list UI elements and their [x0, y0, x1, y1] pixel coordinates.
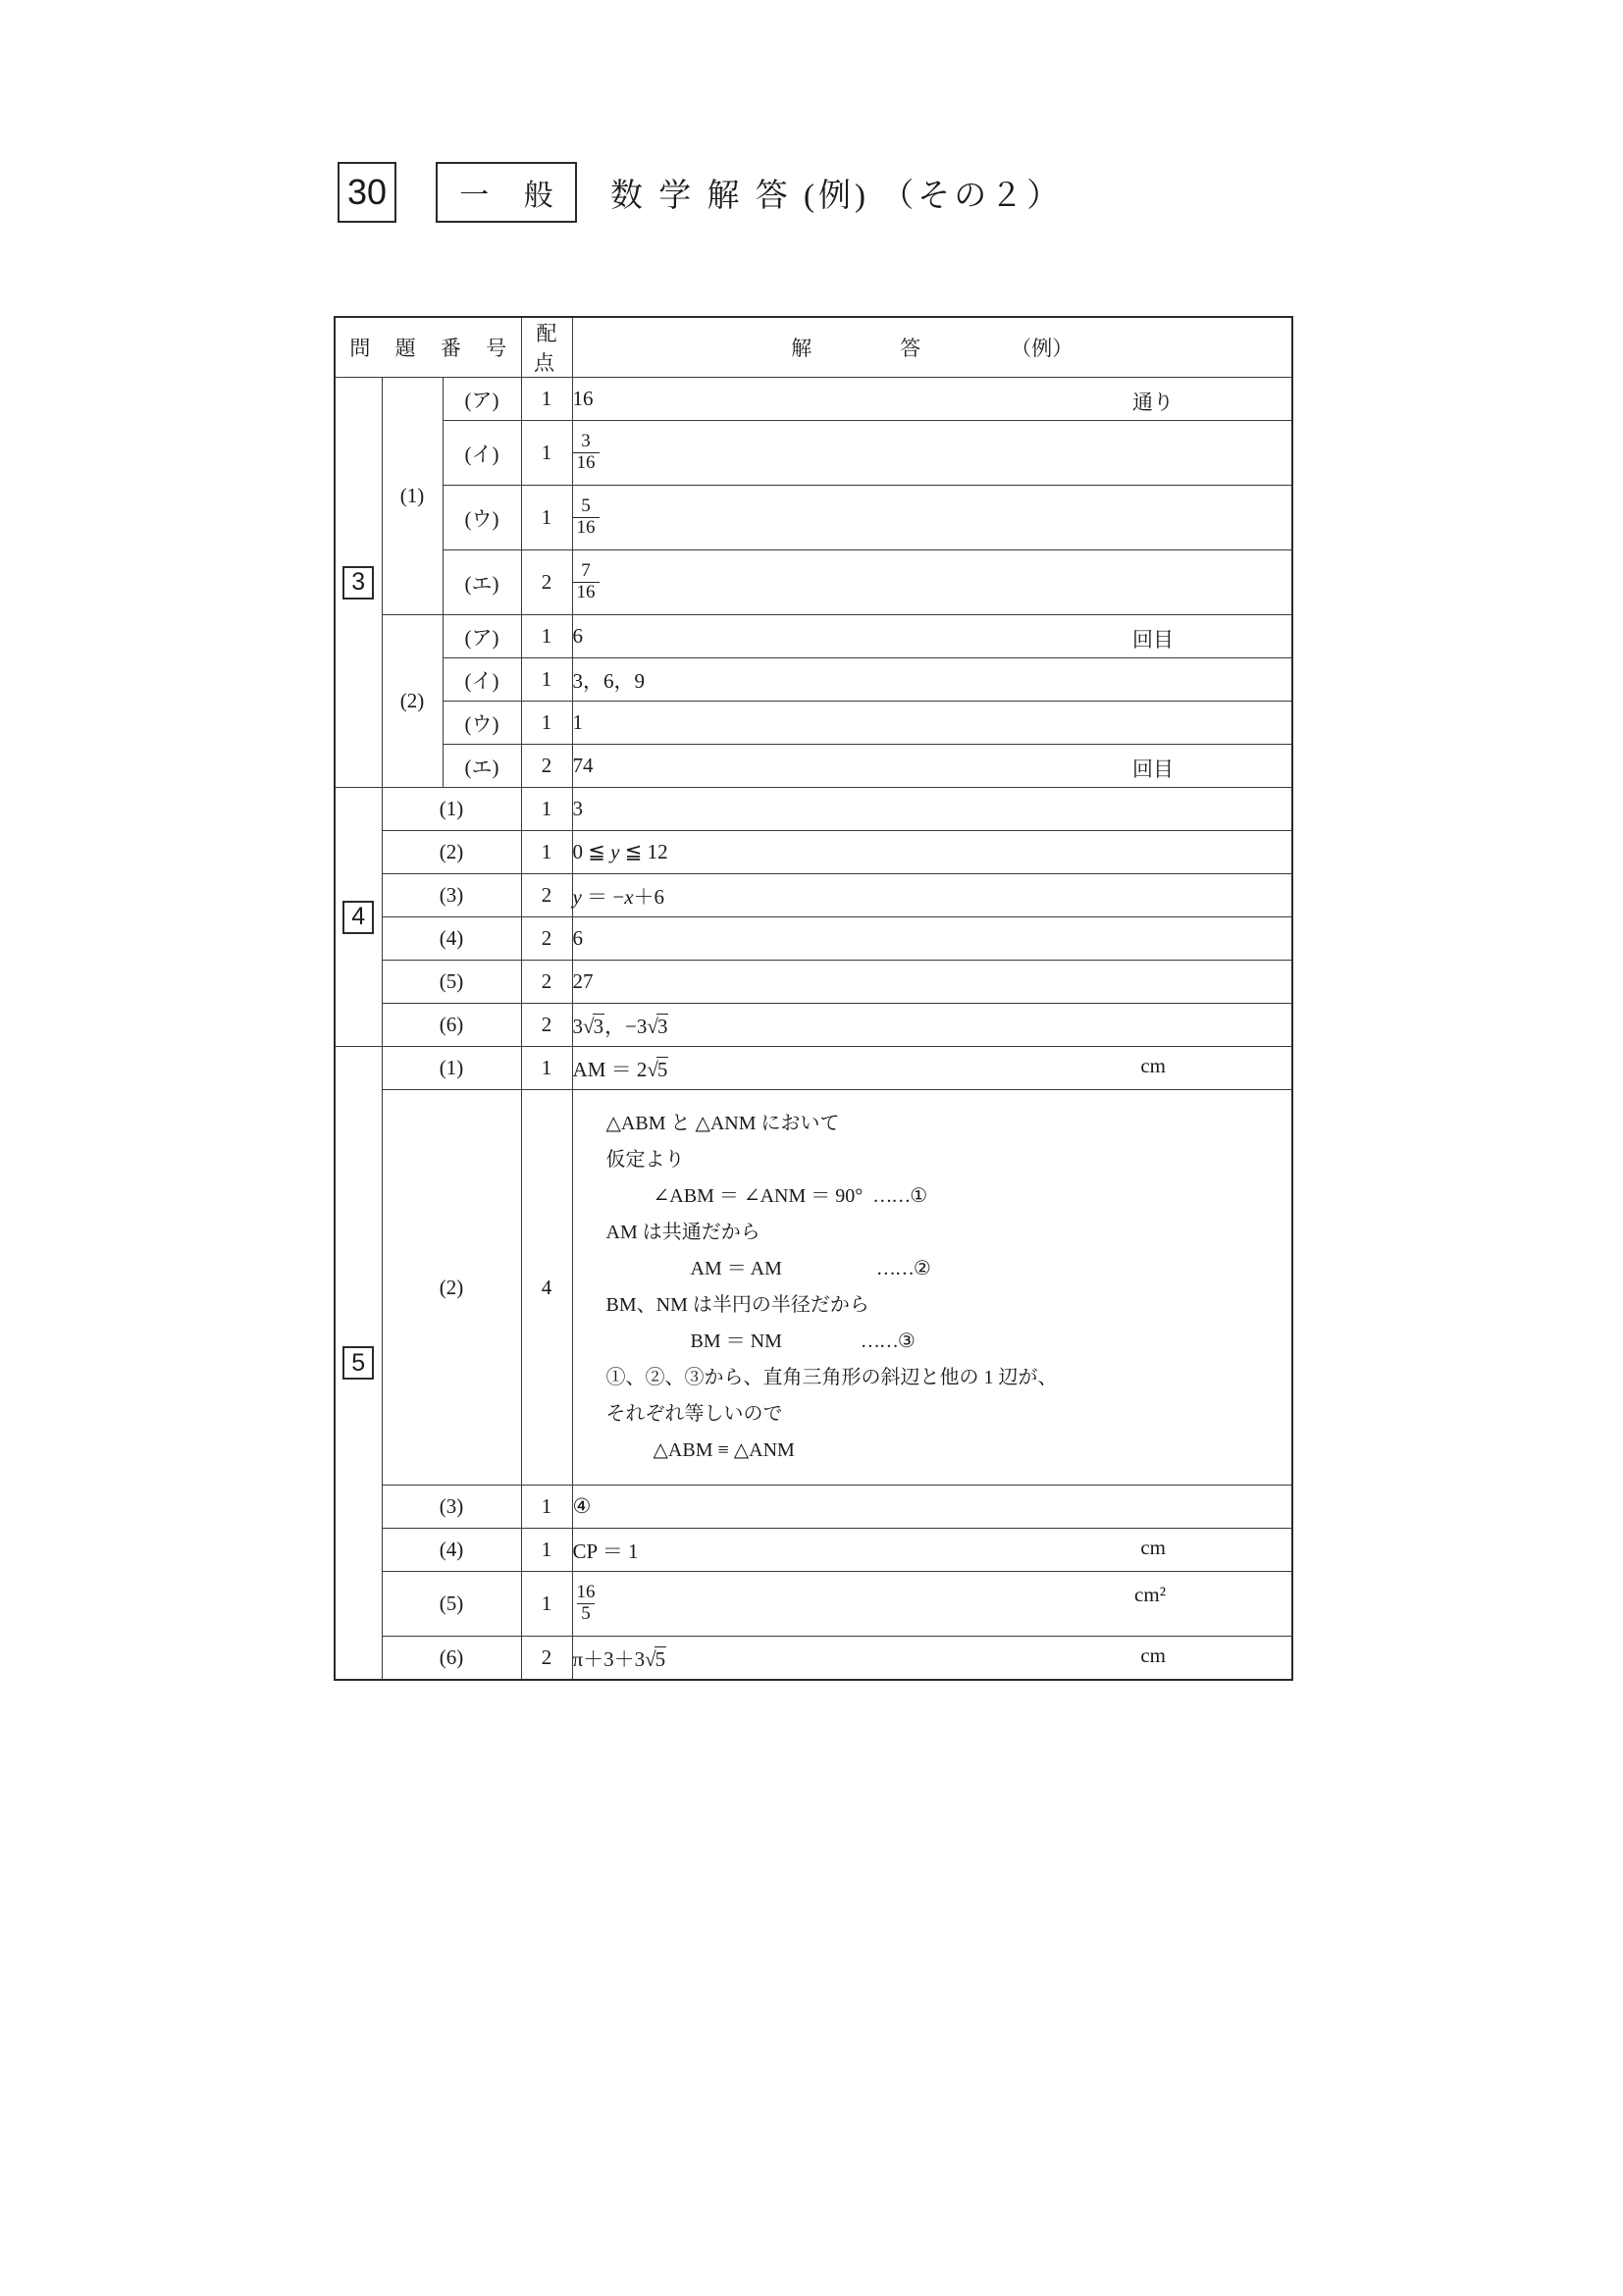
proof-line-3: ∠ABM ＝ ∠ANM ＝ 90° ……①	[653, 1185, 927, 1207]
points-cell: 2	[521, 874, 572, 917]
answer-value: 74	[572, 754, 594, 777]
table-row	[335, 874, 1292, 917]
sub-item-label: (イ)	[443, 421, 521, 486]
points-cell: 1	[521, 1572, 572, 1637]
fraction-numerator: 16	[576, 1582, 596, 1603]
table-row	[335, 1004, 1292, 1047]
answer-cell	[572, 1004, 1292, 1047]
problem-number-3: 3	[335, 378, 382, 788]
table-row	[335, 486, 1292, 550]
table-row	[335, 961, 1292, 1004]
sub-question-4-1: (1)	[382, 788, 521, 831]
points-cell: 1	[521, 658, 572, 702]
sub-question-3-2: (2)	[382, 615, 443, 788]
answer-cell	[572, 874, 1292, 917]
sub-item-label: (ウ)	[443, 486, 521, 550]
answer-cell	[572, 1486, 1292, 1529]
answer-cell	[572, 1047, 1292, 1090]
sub-question-5-3: (3)	[382, 1486, 521, 1529]
table-row	[335, 702, 1292, 745]
fraction	[573, 1583, 600, 1624]
answer-unit: cm	[1140, 1053, 1166, 1077]
table-row	[335, 1486, 1292, 1529]
table-row	[335, 378, 1292, 421]
header-answer-example: （例）	[1011, 337, 1073, 360]
sub-question-4-2: (2)	[382, 831, 521, 874]
table-row	[335, 1047, 1292, 1090]
answer-value: CP ＝ 1	[572, 1539, 639, 1563]
points-cell: 1	[521, 788, 572, 831]
sub-question-4-6: (6)	[382, 1004, 521, 1047]
sub-item-label: (ウ)	[443, 702, 521, 745]
sub-item-label: (エ)	[443, 745, 521, 788]
sub-question-5-1: (1)	[382, 1047, 521, 1090]
table-row	[335, 1572, 1292, 1637]
problem-number-5: 5	[335, 1047, 382, 1681]
page-title: 数 学 解 答 (例) （その２）	[610, 178, 1064, 214]
fraction	[573, 432, 600, 473]
table-row	[335, 1090, 1292, 1486]
points-cell: 1	[521, 1529, 572, 1572]
proof-line-9: それぞれ等しいので	[605, 1403, 783, 1425]
proof-line-1: △ABM と △ANM において	[605, 1113, 840, 1134]
proof-line-8: ①、②、③から、直角三角形の斜辺と他の 1 辺が、	[605, 1367, 1058, 1388]
answer-cell	[572, 745, 1292, 788]
answer-table	[334, 316, 1293, 1681]
answer-unit: cm	[1140, 1535, 1166, 1559]
points-cell: 1	[521, 1047, 572, 1090]
answer-value: 3√3，−3√3	[572, 1014, 668, 1038]
answer-cell	[572, 961, 1292, 1004]
points-cell: 2	[521, 917, 572, 961]
proof-line-6: BM、NM は半円の半径だから	[605, 1294, 869, 1316]
exam-kind-box: 一 般	[436, 162, 577, 223]
points-cell: 2	[521, 1004, 572, 1047]
sub-question-5-4: (4)	[382, 1529, 521, 1572]
answer-cell	[572, 831, 1292, 874]
header-question-no: 問 題 番 号	[335, 317, 521, 378]
answer-unit: 回目	[1132, 757, 1174, 781]
header-answer	[572, 317, 1292, 378]
sub-question-4-4: (4)	[382, 917, 521, 961]
header-points: 配 点	[521, 317, 572, 378]
table-row	[335, 745, 1292, 788]
sub-item-label: (エ)	[443, 550, 521, 615]
points-cell: 2	[521, 550, 572, 615]
answer-cell	[572, 550, 1292, 615]
answer-unit: 回目	[1132, 628, 1174, 652]
answer-value: 27	[572, 969, 594, 993]
answer-value: 6	[572, 926, 584, 950]
proof-line-5: AM ＝ AM ……②	[690, 1258, 930, 1279]
fraction-denominator: 16	[573, 452, 600, 474]
table-row	[335, 788, 1292, 831]
table-row	[335, 615, 1292, 658]
table-row	[335, 421, 1292, 486]
answer-cell	[572, 658, 1292, 702]
points-cell: 1	[521, 1486, 572, 1529]
points-cell: 1	[521, 486, 572, 550]
sub-question-5-2: (2)	[382, 1090, 521, 1486]
answer-cell-proof	[572, 1090, 1292, 1486]
header-answer-label: 解 答	[791, 337, 937, 360]
answer-cell	[572, 702, 1292, 745]
proof-line-7: BM ＝ NM ……③	[690, 1331, 915, 1352]
answer-unit: cm²	[1134, 1583, 1166, 1607]
fraction-denominator: 16	[573, 582, 600, 603]
answer-unit: 通り	[1132, 391, 1174, 414]
table-row	[335, 831, 1292, 874]
fraction	[573, 561, 600, 602]
answer-value: 3	[572, 797, 584, 820]
problem-number-4: 4	[335, 788, 382, 1047]
sub-question-5-5: (5)	[382, 1572, 521, 1637]
answer-value: 3，6，9	[572, 668, 646, 693]
answer-value: ④	[572, 1494, 592, 1518]
table-row	[335, 917, 1292, 961]
answer-value: AM ＝ 2√5	[572, 1057, 668, 1081]
fraction-denominator: 16	[573, 517, 600, 539]
answer-unit: cm	[1140, 1643, 1166, 1667]
table-row	[335, 1529, 1292, 1572]
points-cell: 1	[521, 378, 572, 421]
points-cell: 1	[521, 421, 572, 486]
proof-line-4: AM は共通だから	[605, 1222, 760, 1243]
fraction	[573, 496, 600, 538]
points-cell: 4	[521, 1090, 572, 1486]
sub-item-label: (ア)	[443, 378, 521, 421]
answer-cell	[572, 615, 1292, 658]
answer-cell	[572, 788, 1292, 831]
fraction-numerator: 7	[581, 560, 591, 582]
sub-question-3-1: (1)	[382, 378, 443, 615]
answer-cell	[572, 1529, 1292, 1572]
points-cell: 1	[521, 702, 572, 745]
fraction-numerator: 5	[581, 496, 591, 517]
answer-value: y ＝ −x＋6	[572, 884, 665, 909]
sub-question-4-3: (3)	[382, 874, 521, 917]
answer-value: 0 ≦ y ≦ 12	[572, 840, 668, 863]
answer-value: 1	[572, 710, 584, 734]
sub-item-label: (ア)	[443, 615, 521, 658]
answer-cell	[572, 1637, 1292, 1681]
answer-value: π＋3＋3√5	[572, 1646, 666, 1671]
proof-line-10: △ABM ≡ △ANM	[653, 1439, 795, 1461]
answer-cell	[572, 486, 1292, 550]
sub-question-5-6: (6)	[382, 1637, 521, 1681]
answer-cell	[572, 917, 1292, 961]
answer-cell	[572, 1572, 1292, 1637]
points-cell: 2	[521, 745, 572, 788]
exam-number-box: 30	[338, 162, 396, 223]
points-cell: 1	[521, 615, 572, 658]
sub-item-label: (イ)	[443, 658, 521, 702]
points-cell: 1	[521, 831, 572, 874]
page-header	[338, 162, 1063, 223]
table-row	[335, 1637, 1292, 1681]
proof-line-2: 仮定より	[605, 1149, 685, 1171]
sub-question-4-5: (5)	[382, 961, 521, 1004]
table-row	[335, 550, 1292, 615]
answer-value: 16	[572, 387, 594, 410]
answer-value: 6	[572, 624, 584, 648]
points-cell: 2	[521, 961, 572, 1004]
table-row	[335, 658, 1292, 702]
points-cell: 2	[521, 1637, 572, 1681]
proof-block	[573, 1090, 1291, 1485]
fraction-numerator: 3	[581, 431, 591, 452]
fraction-denominator: 5	[577, 1603, 595, 1625]
table-header-row	[335, 317, 1292, 378]
answer-cell	[572, 378, 1292, 421]
answer-cell	[572, 421, 1292, 486]
